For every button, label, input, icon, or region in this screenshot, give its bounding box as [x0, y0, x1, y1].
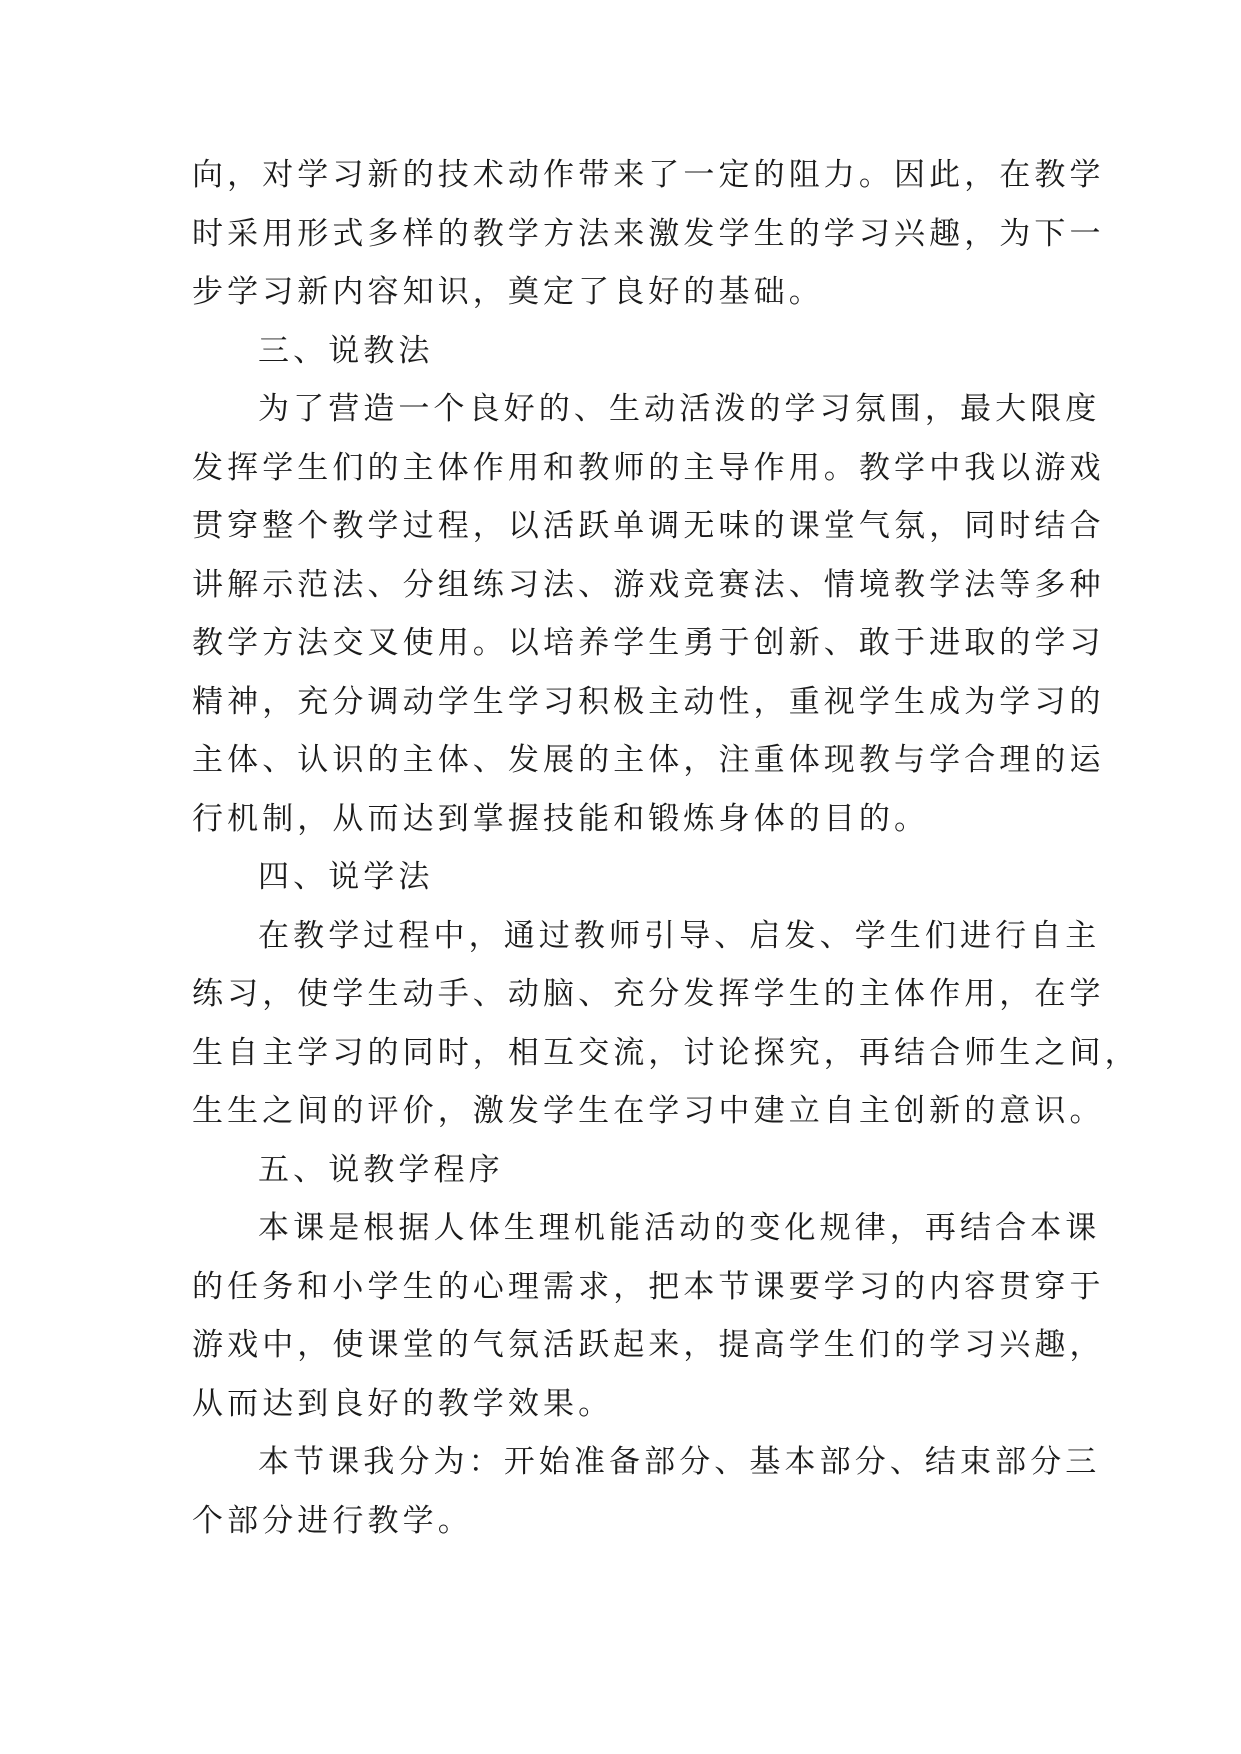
text-line: 讲解示范法、分组练习法、游戏竞赛法、情境教学法等多种 — [192, 566, 1105, 603]
text-line: 游戏中，使课堂的气氛活跃起来，提高学生们的学习兴趣， — [192, 1327, 1105, 1363]
text-line: 练习，使学生动手、动脑、充分发挥学生的主体作用，在学 — [192, 976, 1105, 1012]
text-line: 为了营造一个良好的、生动活泼的学习氛围，最大限度 — [258, 391, 1101, 427]
text-line: 本课是根据人体生理机能活动的变化规律，再结合本课 — [258, 1210, 1101, 1246]
section-heading-teaching-procedure: 五、说教学程序 — [258, 1151, 504, 1188]
text-line: 向，对学习新的技术动作带来了一定的阻力。因此，在教学 — [192, 157, 1105, 193]
text-line: 的任务和小学生的心理需求，把本节课要学习的内容贯穿于 — [192, 1268, 1105, 1305]
text-line: 行机制，从而达到掌握技能和锻炼身体的目的。 — [192, 800, 930, 837]
text-line: 在教学过程中，通过教师引导、启发、学生们进行自主 — [258, 917, 1101, 954]
text-line: 生自主学习的同时，相互交流，讨论探究，再结合师生之间， — [192, 1034, 1140, 1071]
section-heading-teaching-method: 三、说教法 — [258, 332, 434, 369]
text-line: 本节课我分为：开始准备部分、基本部分、结束部分三 — [258, 1444, 1101, 1480]
text-line: 贯穿整个教学过程，以活跃单调无味的课堂气氛，同时结合 — [192, 508, 1105, 544]
text-line: 步学习新内容知识，奠定了良好的基础。 — [192, 274, 824, 310]
text-line: 主体、认识的主体、发展的主体，注重体现教与学合理的运 — [192, 742, 1105, 778]
text-line: 精神，充分调动学生学习积极主动性，重视学生成为学习的 — [192, 683, 1105, 720]
text-line: 发挥学生们的主体作用和教师的主导作用。教学中我以游戏 — [192, 449, 1105, 486]
text-line: 时采用形式多样的教学方法来激发学生的学习兴趣，为下一 — [192, 215, 1105, 252]
text-line: 教学方法交叉使用。以培养学生勇于创新、敢于进取的学习 — [192, 625, 1105, 661]
document-page — [192, 146, 1140, 1550]
section-heading-learning-method: 四、说学法 — [258, 859, 434, 895]
text-line: 从而达到良好的教学效果。 — [192, 1385, 614, 1422]
text-line: 个部分进行教学。 — [192, 1502, 473, 1539]
text-line: 生生之间的评价，激发学生在学习中建立自主创新的意识。 — [192, 1093, 1105, 1129]
